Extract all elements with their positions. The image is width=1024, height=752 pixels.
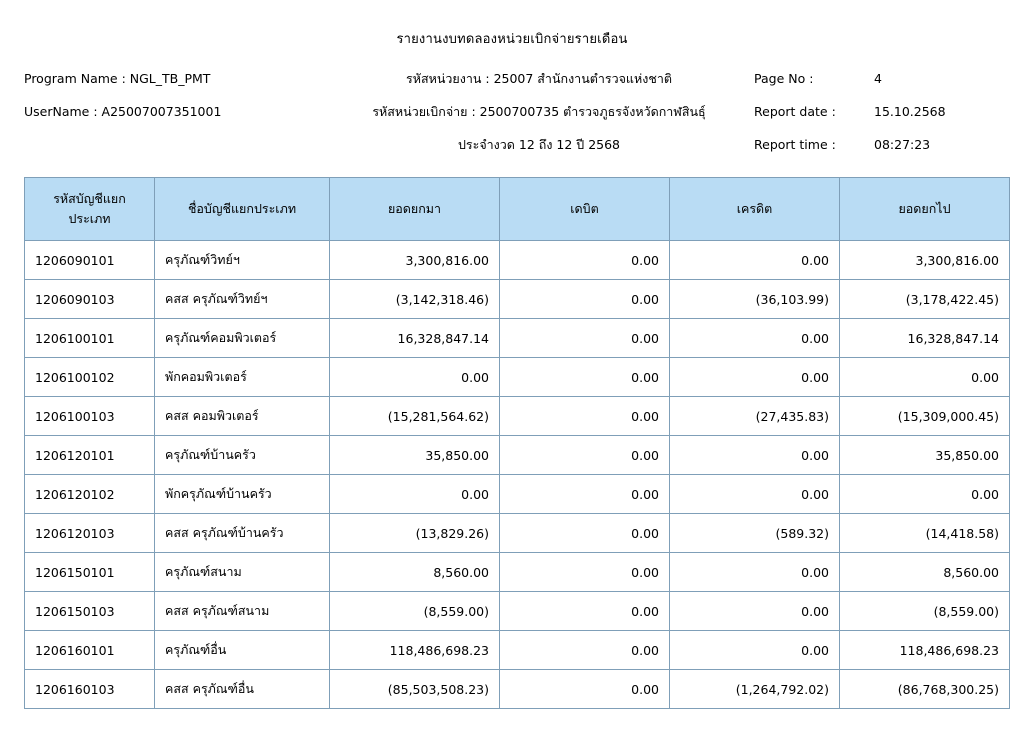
- cell-account-name: คสส ครุภัณฑ์บ้านครัว: [155, 514, 330, 553]
- cell-opening-balance: (15,281,564.62): [330, 397, 500, 436]
- cell-debit: 0.00: [500, 553, 670, 592]
- page-no-value: 4: [874, 71, 882, 86]
- table-row: [25, 280, 1010, 319]
- username: UserName : A25007007351001: [24, 104, 222, 119]
- ledger-table: [24, 177, 1010, 709]
- cell-account-name: ครุภัณฑ์บ้านครัว: [155, 436, 330, 475]
- page-title: รายงานงบทดลองหน่วยเบิกจ่ายรายเดือน: [396, 32, 628, 47]
- meta-row-1: [24, 69, 1000, 89]
- cell-credit: 0.00: [670, 475, 840, 514]
- cell-debit: 0.00: [500, 670, 670, 709]
- report-time-label: Report time :: [754, 137, 836, 152]
- table-row: [25, 670, 1010, 709]
- report-date-value: 15.10.2568: [874, 104, 946, 119]
- column-header-debit: เดบิต: [500, 178, 670, 241]
- cell-credit: (36,103.99): [670, 280, 840, 319]
- cell-credit: (589.32): [670, 514, 840, 553]
- disburse-unit-code: รหัสหน่วยเบิกจ่าย : 2500700735 ตำรวจภูธรจังหวัดกาฬสินธุ์: [372, 104, 706, 119]
- cell-closing-balance: 35,850.00: [840, 436, 1010, 475]
- cell-debit: 0.00: [500, 241, 670, 280]
- cell-opening-balance: (85,503,508.23): [330, 670, 500, 709]
- cell-closing-balance: (86,768,300.25): [840, 670, 1010, 709]
- meta-row-2: [24, 102, 1000, 122]
- cell-debit: 0.00: [500, 514, 670, 553]
- cell-credit: (27,435.83): [670, 397, 840, 436]
- cell-closing-balance: (3,178,422.45): [840, 280, 1010, 319]
- period: ประจำงวด 12 ถึง 12 ปี 2568: [457, 137, 621, 152]
- cell-account-code: 1206090103: [25, 280, 155, 319]
- cell-debit: 0.00: [500, 319, 670, 358]
- report-meta: [24, 69, 1000, 155]
- table-row: [25, 514, 1010, 553]
- cell-opening-balance: 8,560.00: [330, 553, 500, 592]
- table-body: [25, 241, 1010, 709]
- table-header-row: [25, 178, 1010, 241]
- cell-debit: 0.00: [500, 631, 670, 670]
- report-date-label: Report date :: [754, 104, 836, 119]
- report-time-value: 08:27:23: [874, 137, 931, 152]
- program-name: Program Name : NGL_TB_PMT: [24, 71, 211, 86]
- cell-account-code: 1206150101: [25, 553, 155, 592]
- cell-opening-balance: 118,486,698.23: [330, 631, 500, 670]
- cell-credit: 0.00: [670, 358, 840, 397]
- cell-debit: 0.00: [500, 436, 670, 475]
- cell-account-name: ครุภัณฑ์วิทย์ฯ: [155, 241, 330, 280]
- cell-closing-balance: 8,560.00: [840, 553, 1010, 592]
- cell-account-code: 1206120102: [25, 475, 155, 514]
- table-row: [25, 475, 1010, 514]
- cell-account-code: 1206160103: [25, 670, 155, 709]
- cell-closing-balance: 0.00: [840, 475, 1010, 514]
- cell-credit: 0.00: [670, 592, 840, 631]
- cell-credit: (1,264,792.02): [670, 670, 840, 709]
- table-row: [25, 553, 1010, 592]
- cell-closing-balance: 3,300,816.00: [840, 241, 1010, 280]
- cell-account-name: ครุภัณฑ์อื่น: [155, 631, 330, 670]
- cell-closing-balance: 0.00: [840, 358, 1010, 397]
- cell-account-name: ครุภัณฑ์สนาม: [155, 553, 330, 592]
- cell-opening-balance: (8,559.00): [330, 592, 500, 631]
- cell-account-name: พักครุภัณฑ์บ้านครัว: [155, 475, 330, 514]
- cell-account-name: คสส ครุภัณฑ์สนาม: [155, 592, 330, 631]
- cell-closing-balance: 16,328,847.14: [840, 319, 1010, 358]
- table-row: [25, 397, 1010, 436]
- cell-account-name: ครุภัณฑ์คอมพิวเตอร์: [155, 319, 330, 358]
- cell-credit: 0.00: [670, 631, 840, 670]
- report-time-block: [754, 137, 1000, 152]
- cell-opening-balance: (3,142,318.46): [330, 280, 500, 319]
- cell-credit: 0.00: [670, 241, 840, 280]
- meta-row-3: [24, 135, 1000, 155]
- table-row: [25, 436, 1010, 475]
- cell-debit: 0.00: [500, 592, 670, 631]
- cell-credit: 0.00: [670, 319, 840, 358]
- cell-account-name: คสส คอมพิวเตอร์: [155, 397, 330, 436]
- column-header-credit: เครดิต: [670, 178, 840, 241]
- agency-code: รหัสหน่วยงาน : 25007 สำนักงานตำรวจแห่งชาติ: [406, 71, 672, 86]
- cell-account-code: 1206100102: [25, 358, 155, 397]
- table-row: [25, 319, 1010, 358]
- cell-closing-balance: (8,559.00): [840, 592, 1010, 631]
- table-row: [25, 358, 1010, 397]
- cell-account-code: 1206150103: [25, 592, 155, 631]
- table-row: [25, 631, 1010, 670]
- cell-debit: 0.00: [500, 280, 670, 319]
- cell-credit: 0.00: [670, 553, 840, 592]
- cell-account-name: คสส ครุภัณฑ์อื่น: [155, 670, 330, 709]
- cell-account-code: 1206160101: [25, 631, 155, 670]
- page-no-block: [754, 71, 1000, 86]
- column-header-opening-balance: ยอดยกมา: [330, 178, 500, 241]
- cell-debit: 0.00: [500, 397, 670, 436]
- cell-opening-balance: (13,829.26): [330, 514, 500, 553]
- cell-account-code: 1206120101: [25, 436, 155, 475]
- column-header-account-code: รหัสบัญชีแยกประเภท: [25, 178, 155, 241]
- cell-debit: 0.00: [500, 475, 670, 514]
- table-row: [25, 592, 1010, 631]
- table-row: [25, 241, 1010, 280]
- page-no-label: Page No :: [754, 71, 814, 86]
- column-header-account-name: ชื่อบัญชีแยกประเภท: [155, 178, 330, 241]
- cell-opening-balance: 3,300,816.00: [330, 241, 500, 280]
- column-header-closing-balance: ยอดยกไป: [840, 178, 1010, 241]
- cell-opening-balance: 0.00: [330, 475, 500, 514]
- cell-opening-balance: 0.00: [330, 358, 500, 397]
- cell-account-code: 1206120103: [25, 514, 155, 553]
- cell-account-code: 1206090101: [25, 241, 155, 280]
- cell-debit: 0.00: [500, 358, 670, 397]
- cell-account-code: 1206100101: [25, 319, 155, 358]
- cell-opening-balance: 16,328,847.14: [330, 319, 500, 358]
- cell-account-name: คสส ครุภัณฑ์วิทย์ฯ: [155, 280, 330, 319]
- cell-account-code: 1206100103: [25, 397, 155, 436]
- cell-opening-balance: 35,850.00: [330, 436, 500, 475]
- cell-closing-balance: (15,309,000.45): [840, 397, 1010, 436]
- cell-account-name: พักคอมพิวเตอร์: [155, 358, 330, 397]
- cell-credit: 0.00: [670, 436, 840, 475]
- report-page: [0, 28, 1024, 752]
- cell-closing-balance: 118,486,698.23: [840, 631, 1010, 670]
- cell-closing-balance: (14,418.58): [840, 514, 1010, 553]
- report-date-block: [754, 104, 1000, 119]
